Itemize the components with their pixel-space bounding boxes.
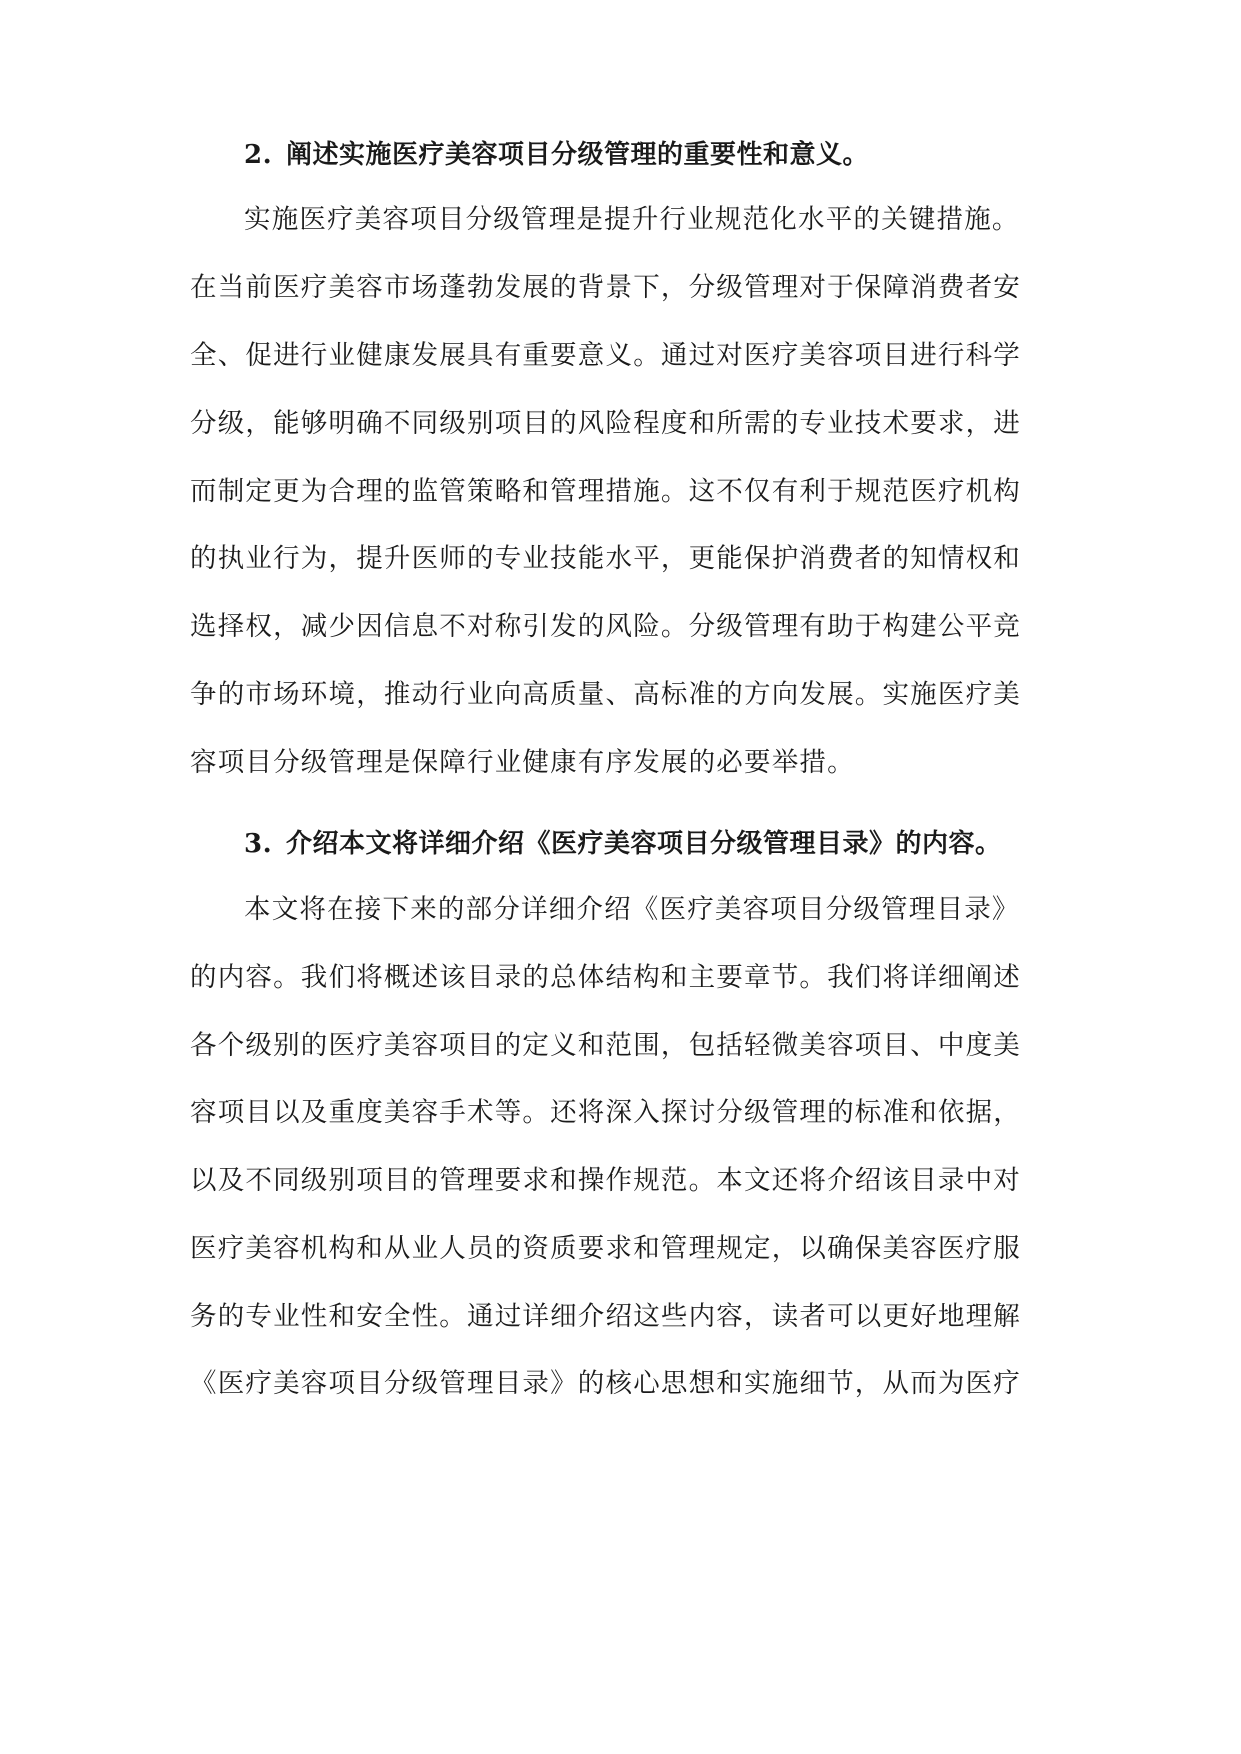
paragraph-line: 实施医疗美容项目分级管理是提升行业规范化水平的关键措施。 [244,204,1020,235]
section-title: 阐述实施医疗美容项目分级管理的重要性和意义。 [286,140,870,170]
paragraph-line: 争的市场环境，推动行业向高质量、高标准的方向发展。实施医疗美 [190,679,1021,710]
paragraph-line: 务的专业性和安全性。通过详细介绍这些内容，读者可以更好地理解 [190,1301,1021,1332]
paragraph-line: 在当前医疗美容市场蓬勃发展的背景下，分级管理对于保障消费者安 [190,272,1021,303]
paragraph-line: 容项目分级管理是保障行业健康有序发展的必要举措。 [190,747,855,778]
paragraph-line: 医疗美容机构和从业人员的资质要求和管理规定，以确保美容医疗服 [190,1233,1021,1264]
paragraph-line: 全、促进行业健康发展具有重要意义。通过对医疗美容项目进行科学 [190,340,1021,371]
paragraph-line: 而制定更为合理的监管策略和管理措施。这不仅有利于规范医疗机构 [190,476,1021,507]
paragraph-line: 的内容。我们将概述该目录的总体结构和主要章节。我们将详细阐述 [190,962,1021,993]
paragraph-line: 分级，能够明确不同级别项目的风险程度和所需的专业技术要求，进 [190,408,1021,439]
section-number: 3. [244,829,273,859]
section-3-heading [244,826,1002,862]
paragraph-line: 容项目以及重度美容手术等。还将深入探讨分级管理的标准和依据， [190,1097,1021,1128]
paragraph-line: 《医疗美容项目分级管理目录》的核心思想和实施细节，从而为医疗 [190,1368,1021,1399]
paragraph-line: 以及不同级别项目的管理要求和操作规范。本文还将介绍该目录中对 [190,1165,1021,1196]
section-number: 2. [244,140,273,170]
paragraph-line: 的执业行为，提升医师的专业技能水平，更能保护消费者的知情权和 [190,543,1021,574]
paragraph-line: 本文将在接下来的部分详细介绍《医疗美容项目分级管理目录》 [244,894,1020,925]
paragraph-line: 选择权，减少因信息不对称引发的风险。分级管理有助于构建公平竞 [190,611,1021,642]
paragraph-line: 各个级别的医疗美容项目的定义和范围，包括轻微美容项目、中度美 [190,1030,1021,1061]
section-2-heading [244,137,869,173]
section-title: 介绍本文将详细介绍《医疗美容项目分级管理目录》的内容。 [286,829,1002,859]
